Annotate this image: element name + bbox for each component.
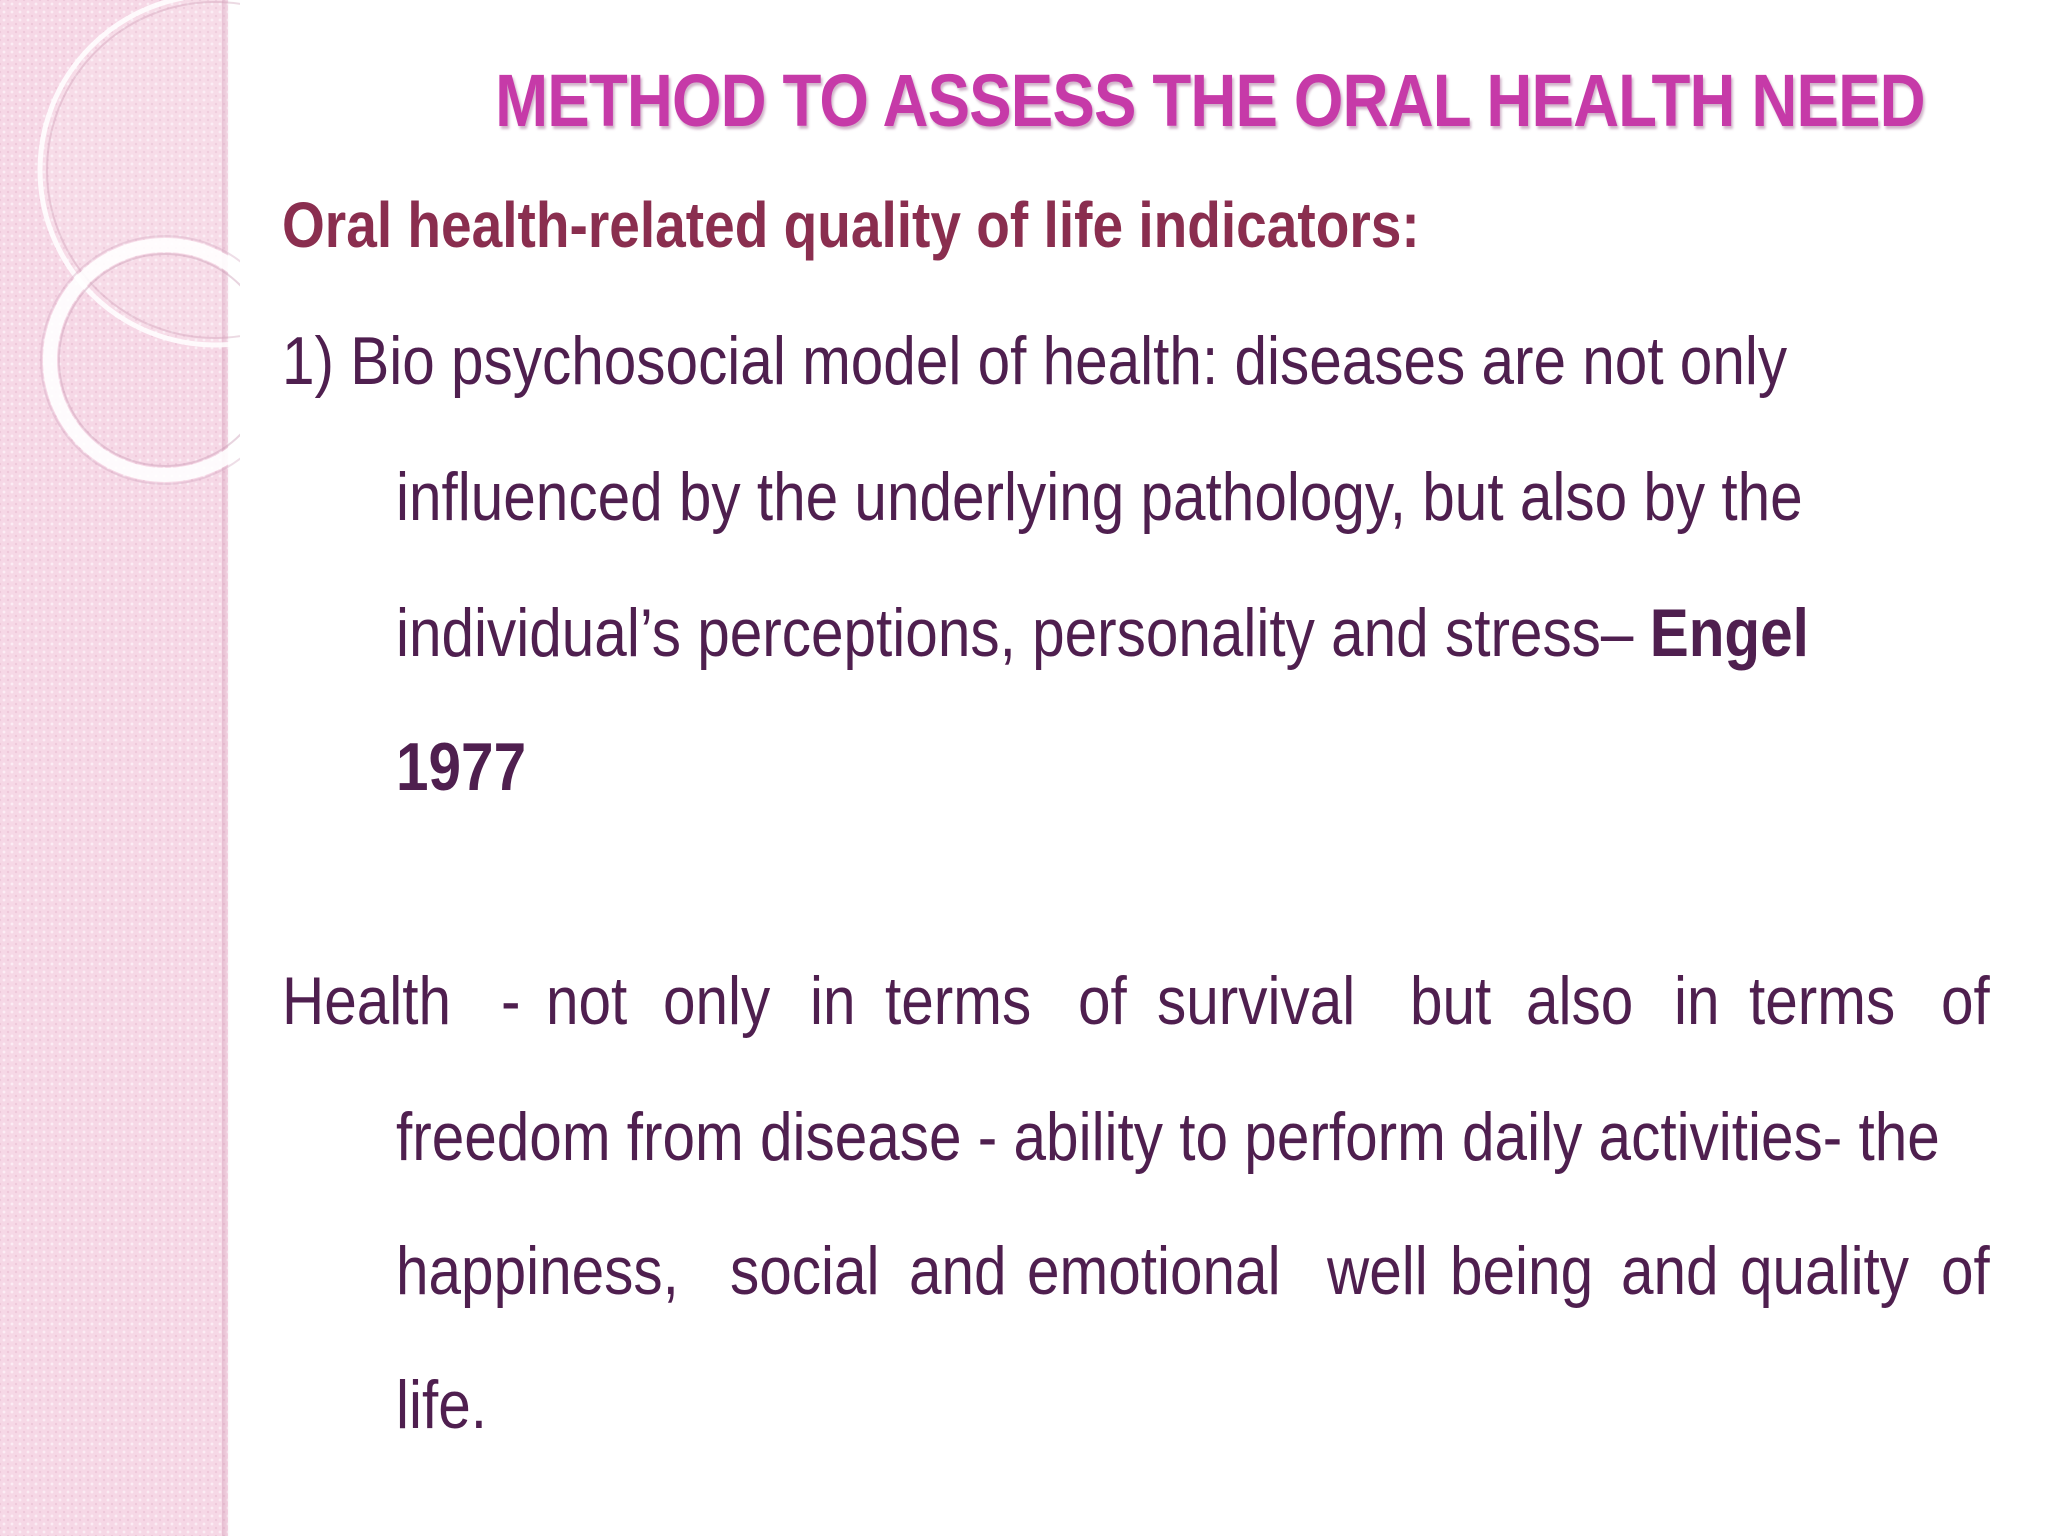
- citation-year: 1977: [396, 729, 527, 805]
- word: also: [1526, 963, 1634, 1039]
- citation-author: Engel: [1649, 595, 1809, 671]
- point-1-line-2: influenced by the underlying pathology, but also by the: [396, 459, 1803, 535]
- word: and: [908, 1233, 1007, 1309]
- point-1-line-3-text: individual’s perceptions, personality and stress–: [396, 595, 1650, 671]
- word: emotional: [1027, 1233, 1282, 1309]
- point-1-line-1: 1) Bio psychosocial model of health: diseases are not only: [282, 323, 1788, 399]
- word: social: [730, 1233, 880, 1309]
- word: not: [545, 963, 628, 1039]
- word: -: [500, 963, 521, 1039]
- word: of: [1941, 963, 1990, 1039]
- word: terms: [1748, 963, 1896, 1039]
- word: in: [1673, 963, 1720, 1039]
- word: only: [662, 963, 771, 1039]
- slide-title: METHOD TO ASSESS THE ORAL HEALTH NEED: [495, 59, 1925, 142]
- decorative-rings: [0, 0, 240, 520]
- word: terms: [885, 963, 1032, 1039]
- word: and: [1621, 1233, 1719, 1309]
- section-heading: Oral health-related quality of life indicators:: [282, 189, 1420, 261]
- point-1-line-3: [396, 594, 1809, 672]
- word: happiness,: [396, 1233, 679, 1309]
- word: in: [809, 963, 856, 1039]
- word: of: [1941, 1233, 1991, 1309]
- word: well: [1327, 1233, 1429, 1309]
- health-paragraph-line-1: [282, 962, 1998, 1040]
- word: Health: [282, 963, 452, 1039]
- point-1-line-4: [396, 728, 526, 806]
- health-paragraph-line-2: freedom from disease - ability to perform daily activities- the: [396, 1099, 1940, 1175]
- word: of: [1077, 963, 1127, 1039]
- health-paragraph-line-3: [396, 1232, 1998, 1310]
- word: survival: [1156, 963, 1355, 1039]
- health-paragraph-line-4: life.: [396, 1367, 488, 1443]
- word: but: [1409, 963, 1491, 1039]
- word: quality: [1739, 1233, 1909, 1309]
- word: being: [1449, 1233, 1593, 1309]
